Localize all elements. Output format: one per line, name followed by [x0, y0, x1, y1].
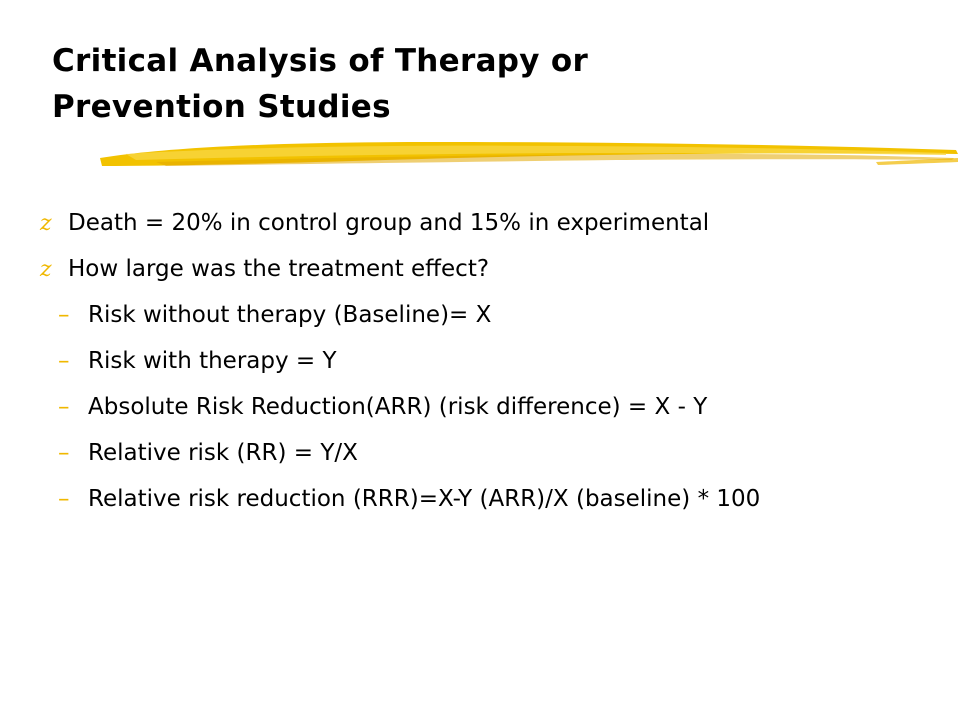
bullet-z-icon: z: [40, 257, 52, 282]
dash-bullet-icon: –: [58, 440, 70, 466]
sub-bullet-text: Absolute Risk Reduction(ARR) (risk difference) = X - Y: [88, 394, 708, 420]
sub-bullet-text: Relative risk reduction (RRR)=X-Y (ARR)/X (baseline) * 100: [88, 486, 761, 512]
bullet-z-icon: z: [40, 211, 52, 236]
sub-bullet-text: Relative risk (RR) = Y/X: [88, 440, 358, 466]
sub-bullet-text: Risk with therapy = Y: [88, 348, 337, 374]
slide-title-line-2: Prevention Studies: [52, 89, 391, 125]
brush-stroke-underline: [96, 132, 960, 176]
dash-bullet-icon: –: [58, 486, 70, 512]
dash-bullet-icon: –: [58, 348, 70, 374]
slide-title: [52, 38, 912, 130]
dash-bullet-icon: –: [58, 394, 70, 420]
dash-bullet-icon: –: [58, 302, 70, 328]
bullet-text: Death = 20% in control group and 15% in experimental: [68, 210, 710, 236]
slide-title-line-1: Critical Analysis of Therapy or: [52, 43, 589, 79]
bullet-text: How large was the treatment effect?: [68, 256, 490, 282]
sub-bullet-text: Risk without therapy (Baseline)= X: [88, 302, 492, 328]
